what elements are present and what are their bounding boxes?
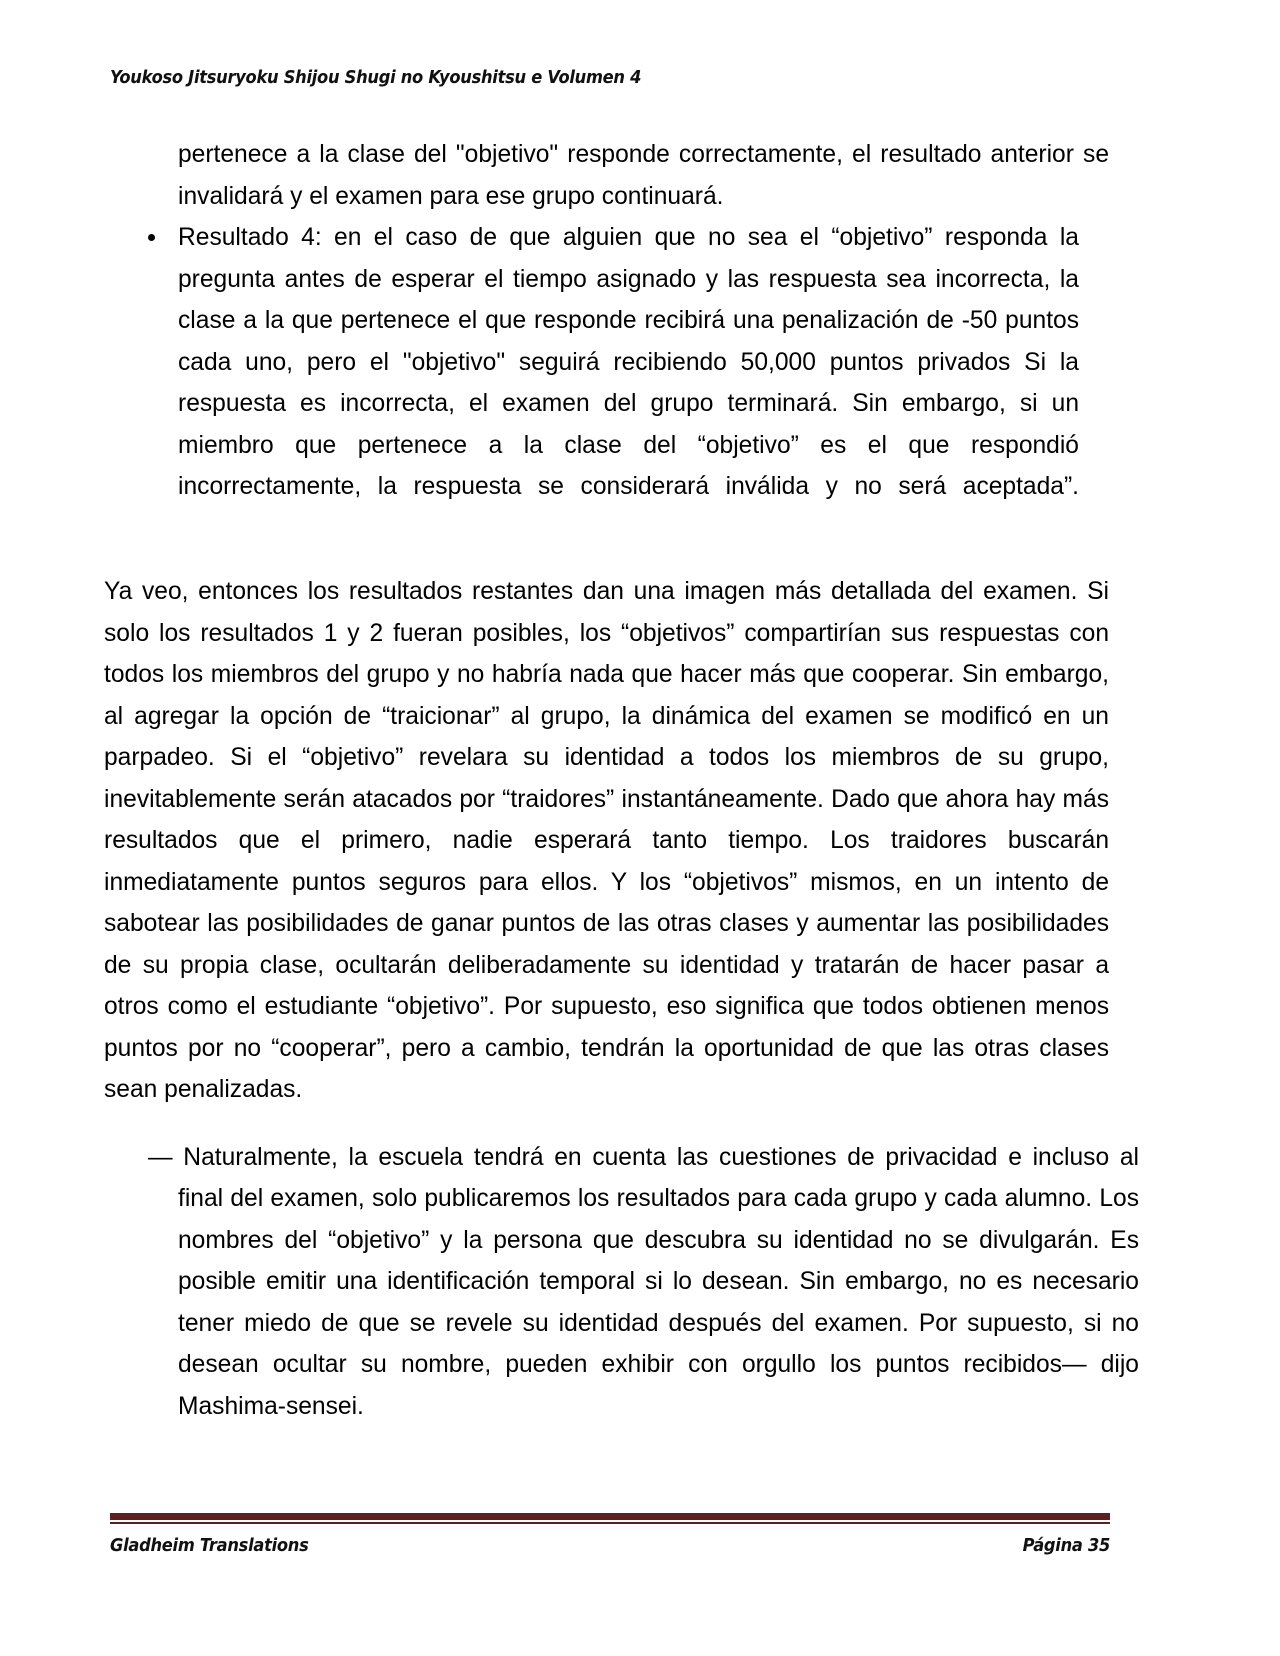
results-bullet-list [104,217,1109,549]
footer-rule-thin [110,1522,1110,1524]
footer-page-number: Página 35 [1022,1536,1110,1556]
footer-translator-credit: Gladheim Translations [110,1536,309,1556]
footer-divider [110,1513,1110,1524]
footer-rule-thick [110,1513,1110,1520]
page-content [104,134,1139,1427]
continued-paragraph: pertenece a la clase del "objetivo" responde correctamente, el resultado anterior se invalidará y el examen para ese grupo continuará. [178,141,1109,210]
main-paragraph: Ya veo, entonces los resultados restantes dan una imagen más detallada del examen. Si solo los resultados 1 y 2 fueran posibles, los “objetivos” compartirían sus respuestas con todos los miembros del grupo y no habría nada que hacer más que cooperar. Sin embargo, al agregar la opción de “traicionar” al grupo, la dinámica del examen se modificó en un parpadeo. Si el “objetivo” revelara su identidad a todos los miembros de su grupo, inevitablemente serán atacados por “traidores” instantáneamente. Dado que ahora hay más resultados que el primero, nadie esperará tanto tiempo. Los traidores buscarán inmediatamente puntos seguros para ellos. Y los “objetivos” mismos, en un intento de sabotear las posibilidades de ganar puntos de las otras clases y aumentar las posibilidades de su propia clase, ocultarán deliberadamente su identidad y tratarán de hacer pasar a otros como el estudiante “objetivo”. Por supuesto, eso significa que todos obtienen menos puntos por no “cooperar”, pero a cambio, tendrán la oportunidad de que las otras clases sean penalizadas. [104,578,1109,1103]
bullet-dot-icon [148,234,155,241]
running-footer [110,1536,1110,1556]
dialogue-paragraph: — Naturalmente, la escuela tendrá en cuenta las cuestiones de privacidad e incluso al final del examen, solo publicaremos los resultados para cada grupo y cada alumno. Los nombres del “objetivo” y la persona que descubra su identidad no se divulgarán. Es posible emitir una identificación temporal si lo desean. Sin embargo, no es necesario tener miedo de que se revele su identidad después del examen. Por supuesto, si no desean ocultar su nombre, pueden exhibir con orgullo los puntos recibidos— dijo Mashima-sensei. [148,1143,1139,1420]
list-item [148,217,1079,549]
running-header [110,68,1110,98]
header-book-title: Youkoso Jitsuryoku Shijou Shugi no Kyoushitsu e Volumen 4 [110,68,642,88]
list-item-label: Resultado 4: en el caso de que alguien que no sea el “objetivo” responda la pregunta antes de esperar el tiempo asignado y las respuesta sea incorrecta, la clase a la que pertenece el que responde recibirá una penalización de -50 puntos cada uno, pero el "objetivo" seguirá recibiendo 50,000 puntos privados Si la respuesta es incorrecta, el examen del grupo terminará. Sin embargo, si un miembro que pertenece a la clase del “objetivo” es el que respondió incorrectamente, la respuesta se considerará inválida y no será aceptada”. [178,224,1079,500]
